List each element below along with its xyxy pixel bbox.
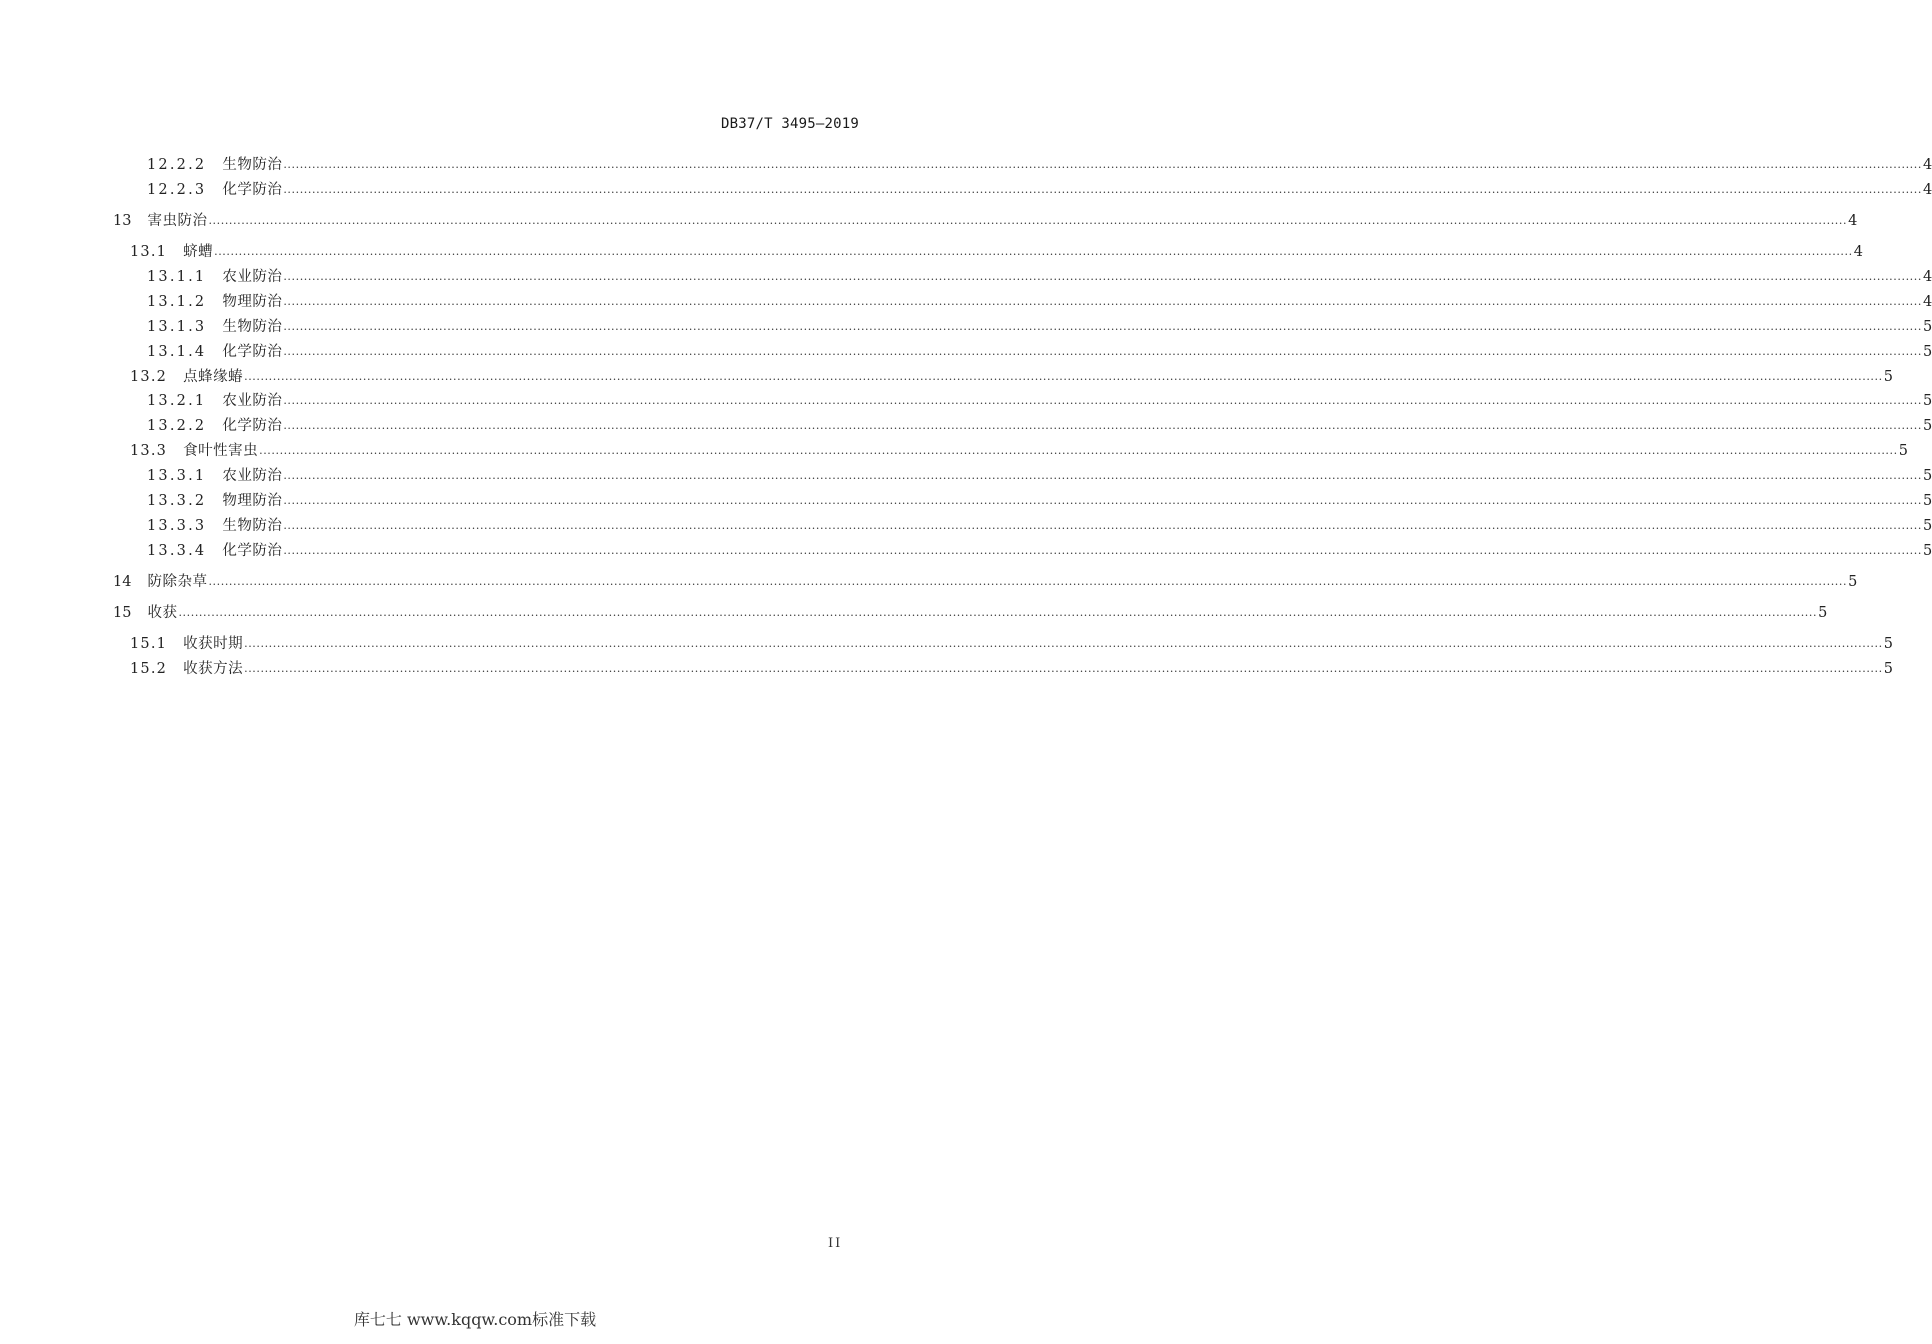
toc-dot-leader: ................................................................................................................................................................................................................................................................................................................................................................................................................ [178, 606, 1818, 619]
toc-entry-title: 生物防治 [222, 157, 283, 173]
toc-entry-page: 5 [1848, 574, 1858, 590]
toc-dot-leader: ................................................................................................................................................................................................................................................................................................................................................................................................................ [283, 519, 1922, 532]
toc-entry-title: 生物防治 [222, 319, 283, 335]
toc-entry-page: 5 [1883, 636, 1893, 652]
toc-entry-number: 13.3.2 [147, 493, 207, 509]
toc-dot-leader: ................................................................................................................................................................................................................................................................................................................................................................................................................ [283, 419, 1922, 432]
toc-entry-page: 5 [1883, 661, 1893, 677]
page-number: II [828, 1236, 843, 1251]
toc-entry-page: 4 [1848, 213, 1858, 229]
toc-entry-title: 蛴螬 [183, 244, 214, 260]
toc-entry-title: 害虫防治 [147, 213, 208, 229]
toc-entry-title: 食叶性害虫 [183, 443, 259, 459]
toc-entry[interactable] [147, 541, 1932, 561]
toc-entry-number: 15 [113, 605, 132, 621]
toc-entry-number: 13.2 [130, 369, 168, 385]
toc-entry-page: 4 [1922, 182, 1932, 198]
toc-dot-leader: ................................................................................................................................................................................................................................................................................................................................................................................................................ [283, 295, 1922, 308]
toc-entry-page: 4 [1922, 269, 1932, 285]
toc-dot-leader: ................................................................................................................................................................................................................................................................................................................................................................................................................ [244, 662, 1883, 675]
toc-entry-title: 点蜂缘蝽 [183, 369, 244, 385]
toc-entry-page: 5 [1922, 393, 1932, 409]
toc-entry[interactable] [147, 267, 1932, 287]
toc-dot-leader: ................................................................................................................................................................................................................................................................................................................................................................................................................ [283, 544, 1922, 557]
toc-entry[interactable] [147, 180, 1932, 200]
toc-entry-page: 5 [1922, 543, 1932, 559]
toc-entry-number: 13 [113, 213, 132, 229]
toc-entry-page: 5 [1922, 319, 1932, 335]
toc-entry-title: 收获 [147, 605, 178, 621]
toc-entry-number: 13.1.2 [147, 294, 207, 310]
toc-entry[interactable] [130, 659, 1893, 679]
toc-entry-number: 14 [113, 574, 132, 590]
toc-dot-leader: ................................................................................................................................................................................................................................................................................................................................................................................................................ [259, 444, 1898, 457]
toc-entry-page: 4 [1853, 244, 1863, 260]
toc-dot-leader: ................................................................................................................................................................................................................................................................................................................................................................................................................ [208, 214, 1848, 227]
toc-entry-page: 5 [1922, 344, 1932, 360]
toc-entry-number: 12.2.2 [147, 157, 207, 173]
toc-entry[interactable] [147, 342, 1932, 362]
toc-entry-page: 4 [1922, 294, 1932, 310]
toc-entry-number: 13.3.4 [147, 543, 207, 559]
toc-entry-title: 物理防治 [222, 294, 283, 310]
toc-entry[interactable] [147, 317, 1932, 337]
toc-entry[interactable] [147, 155, 1932, 175]
toc-entry-page: 5 [1898, 443, 1908, 459]
toc-entry-title: 防除杂草 [147, 574, 208, 590]
toc-entry[interactable] [130, 367, 1893, 387]
toc-entry[interactable] [130, 441, 1908, 461]
toc-entry-title: 物理防治 [222, 493, 283, 509]
toc-entry-page: 5 [1922, 468, 1932, 484]
toc-entry-number: 13.1.1 [147, 269, 207, 285]
toc-entry-page: 5 [1922, 493, 1932, 509]
toc-dot-leader: ................................................................................................................................................................................................................................................................................................................................................................................................................ [283, 394, 1922, 407]
toc-entry-page: 5 [1922, 518, 1932, 534]
toc-entry-number: 13.2.1 [147, 393, 207, 409]
toc-dot-leader: ................................................................................................................................................................................................................................................................................................................................................................................................................ [244, 370, 1883, 383]
toc-entry-number: 13.1 [130, 244, 168, 260]
toc-entry-title: 化学防治 [222, 182, 283, 198]
toc-entry[interactable] [130, 242, 1863, 262]
toc-dot-leader: ................................................................................................................................................................................................................................................................................................................................................................................................................ [283, 158, 1922, 171]
toc-entry-title: 收获方法 [183, 661, 244, 677]
toc-entry[interactable] [113, 211, 1858, 231]
toc-entry-number: 13.1.3 [147, 319, 207, 335]
toc-entry-number: 13.3.3 [147, 518, 207, 534]
toc-entry[interactable] [147, 516, 1932, 536]
toc-dot-leader: ................................................................................................................................................................................................................................................................................................................................................................................................................ [208, 575, 1848, 588]
toc-dot-leader: ................................................................................................................................................................................................................................................................................................................................................................................................................ [283, 270, 1922, 283]
toc-entry[interactable] [147, 416, 1932, 436]
toc-entry-title: 生物防治 [222, 518, 283, 534]
toc-entry[interactable] [113, 603, 1828, 623]
toc-entry-number: 13.1.4 [147, 344, 207, 360]
toc-entry-page: 5 [1818, 605, 1828, 621]
toc-entry-title: 化学防治 [222, 543, 283, 559]
toc-dot-leader: ................................................................................................................................................................................................................................................................................................................................................................................................................ [283, 320, 1922, 333]
toc-entry[interactable] [147, 391, 1932, 411]
toc-entry-number: 13.3 [130, 443, 168, 459]
toc-entry-title: 化学防治 [222, 344, 283, 360]
toc-entry[interactable] [130, 634, 1893, 654]
watermark-text: 库七七 www.kqqw.com标准下载 [353, 1310, 597, 1329]
toc-entry-number: 13.2.2 [147, 418, 207, 434]
toc-entry-title: 农业防治 [222, 468, 283, 484]
toc-entry-title: 农业防治 [222, 269, 283, 285]
toc-dot-leader: ................................................................................................................................................................................................................................................................................................................................................................................................................ [244, 637, 1883, 650]
toc-entry-number: 15.1 [130, 636, 168, 652]
toc-dot-leader: ................................................................................................................................................................................................................................................................................................................................................................................................................ [214, 245, 1853, 258]
toc-entry-page: 4 [1922, 157, 1932, 173]
toc-entry-title: 农业防治 [222, 393, 283, 409]
toc-dot-leader: ................................................................................................................................................................................................................................................................................................................................................................................................................ [283, 345, 1922, 358]
toc-entry-number: 13.3.1 [147, 468, 207, 484]
toc-entry-page: 5 [1922, 418, 1932, 434]
toc-entry-page: 5 [1883, 369, 1893, 385]
toc-entry-title: 收获时期 [183, 636, 244, 652]
toc-dot-leader: ................................................................................................................................................................................................................................................................................................................................................................................................................ [283, 494, 1922, 507]
toc-dot-leader: ................................................................................................................................................................................................................................................................................................................................................................................................................ [283, 183, 1922, 196]
toc-entry[interactable] [113, 572, 1858, 592]
toc-entry[interactable] [147, 292, 1932, 312]
toc-entry-number: 12.2.3 [147, 182, 207, 198]
toc-dot-leader: ................................................................................................................................................................................................................................................................................................................................................................................................................ [283, 469, 1922, 482]
toc-entry-title: 化学防治 [222, 418, 283, 434]
document-code: DB37/T 3495—2019 [720, 116, 859, 132]
toc-entry-number: 15.2 [130, 661, 168, 677]
toc-entry[interactable] [147, 466, 1932, 486]
toc-entry[interactable] [147, 491, 1932, 511]
